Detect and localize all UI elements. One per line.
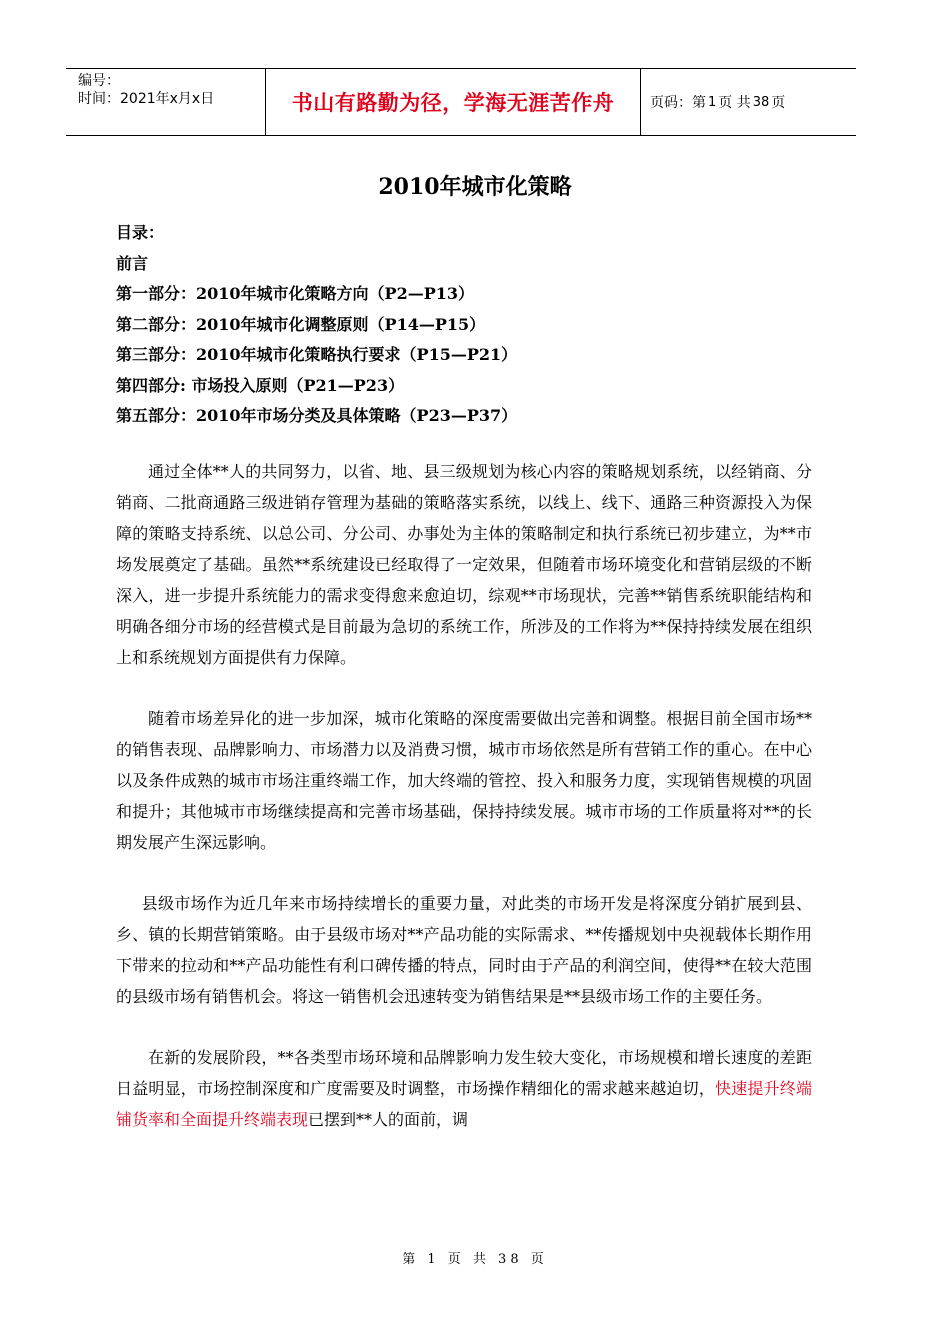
header-motto-cell (266, 69, 641, 135)
document-body (116, 456, 812, 1165)
header-page-cell (640, 69, 856, 135)
toc-item: 第三部分：2010年城市化策略执行要求（P15—P21） (116, 345, 518, 364)
header-meta-cell (66, 69, 266, 135)
toc-item: 第一部分：2010年城市化策略方向（P2—P13） (116, 284, 474, 303)
page-footer: 第 1 页 共 38 页 (402, 1252, 548, 1267)
page-prefix: 页码：第 (650, 95, 706, 111)
document-header (66, 68, 856, 136)
page-total: 38 (752, 94, 770, 110)
toc-item: 第四部分: 市场投入原则（P21—P23） (116, 375, 405, 395)
toc-item: 第二部分：2010年城市化调整原则（P14—P15） (116, 314, 486, 334)
page-suffix: 页 (771, 95, 786, 111)
paragraph-text: 已摆到**人的面前，调 (308, 1110, 469, 1129)
table-of-contents (116, 218, 836, 432)
page-current: 1 (708, 94, 717, 110)
toc-item: 第五部分：2010年市场分类及具体策略（P23—P37） (116, 406, 518, 425)
document-title: 2010年城市化策略 (378, 174, 572, 200)
toc-heading: 目录： (116, 223, 165, 242)
body-paragraph: 县级市场作为近几年来市场持续增长的重要力量，对此类的市场开发是将深度分销扩展到县、乡、镇的长期营销策略。由于县级市场对**产品功能的实际需求、**传播规划中央视载体长期作用下带来的拉动和**产品功能性有利口碑传播的特点，同时由于产品的利润空间，使得**在较大范围的县级市场有销售机会。将这一销售机会迅速转变为销售结果是**县级市场工作的主要任务。 (116, 894, 812, 1006)
date-label: 时间：2021年x月x日 (78, 91, 215, 107)
serial-label: 编号： (78, 73, 120, 89)
highlighted-text: 快速提升终端铺货率和全面提升终端表现 (116, 1079, 812, 1129)
toc-item: 前言 (116, 253, 149, 273)
body-paragraph: 随着市场差异化的进一步加深，城市化策略的深度需要做出完善和调整。根据目前全国市场**的销售表现、品牌影响力、市场潜力以及消费习惯，城市市场依然是所有营销工作的重心。在中心以及条件成熟的城市市场注重终端工作，加大终端的管控、投入和服务力度，实现销售规模的巩固和提升；其他城市市场继续提高和完善市场基础，保持持续发展。城市市场的工作质量将对**的长期发展产生深远影响。 (116, 709, 812, 852)
body-paragraph: 通过全体**人的共同努力，以省、地、县三级规划为核心内容的策略规划系统，以经销商、分销商、二批商通路三级进销存管理为基础的策略落实系统，以线上、线下、通路三种资源投入为保障的策略支持系统、以总公司、分公司、办事处为主体的策略制定和执行系统已初步建立，为**市场发展奠定了基础。虽然**系统建设已经取得了一定效果，但随着市场环境变化和营销层级的不断深入，进一步提升系统能力的需求变得愈来愈迫切，综观**市场现状，完善**销售系统职能结构和明确各细分市场的经营模式是目前最为急切的系统工作，所涉及的工作将为**保持持续发展在组织上和系统规划方面提供有力保障。 (116, 462, 812, 667)
paragraph-text: 在新的发展阶段，**各类型市场环境和品牌影响力发生较大变化，市场规模和增长速度的差距日益明显，市场控制深度和广度需要及时调整，市场操作精细化的需求越来越迫切， (116, 1048, 812, 1098)
header-motto: 书山有路勤为径，学海无涯苦作舟 (291, 90, 615, 115)
body-paragraph (116, 1042, 812, 1135)
page-mid: 页 共 (718, 95, 751, 111)
